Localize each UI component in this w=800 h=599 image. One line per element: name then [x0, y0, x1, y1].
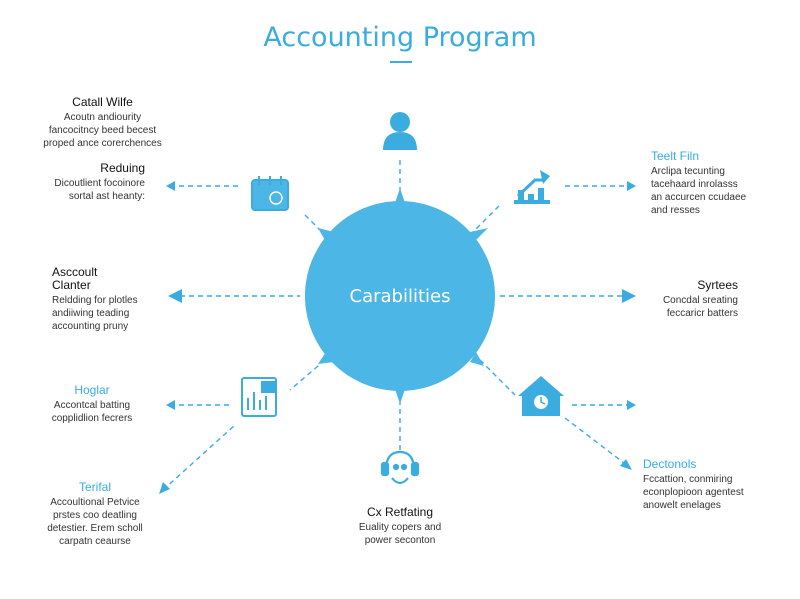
node-top-left [30, 96, 175, 150]
calendar-icon [252, 176, 288, 210]
connector-bottom-left [290, 360, 325, 390]
node-text: Acoutn andiourity [63, 112, 142, 123]
node-title: Terifal [78, 480, 111, 494]
hub-label: Carabilities [349, 286, 451, 307]
node-title: Cx Retfating [366, 505, 434, 519]
node-text: copplidlion fecrers [51, 413, 133, 424]
node-text: Reldding for plotles [52, 295, 138, 306]
node-text: fancocitncy beed becest [48, 125, 157, 136]
node-text: sortal ast heanty: [68, 191, 145, 202]
node-text: and resses [651, 205, 700, 216]
arrowhead-bottom-left [159, 482, 170, 494]
arrowhead-left-upper [166, 181, 175, 191]
node-text: an accurcen ccudaee [651, 192, 747, 203]
connector-bottom-left-diag [163, 425, 235, 490]
diagram-title: Accounting Program [263, 22, 537, 53]
headset-icon [382, 452, 418, 483]
node-text: Accontcal batting [53, 400, 131, 411]
node-title: Reduing [100, 161, 145, 175]
node-bottom [330, 506, 470, 547]
node-title [52, 266, 172, 292]
person-icon [383, 112, 417, 150]
node-text: Arclipa tecunting [651, 166, 725, 177]
node-right-lower [643, 458, 793, 512]
node-text: econplopioon agentest [643, 487, 744, 498]
node-text: Dicoutlient focoinore [54, 178, 145, 189]
node-text: Fccattion, conmiring [643, 474, 733, 485]
connector-bottom-right-diag [565, 418, 628, 466]
node-text: detestier. Erem scholl [47, 523, 143, 534]
node-title: Hoglar [74, 383, 110, 397]
node-text: Concdal sreating [662, 295, 738, 306]
node-text: andiiwing teading [52, 308, 130, 319]
arrowhead-right-upper [627, 181, 636, 191]
arrowhead-left-lower [166, 400, 175, 410]
document-chart-icon [242, 378, 276, 416]
connector-bottom-right [480, 360, 515, 395]
node-text: Euality copers and [358, 522, 442, 533]
node-title: Dectonols [643, 457, 697, 471]
node-right-upper [651, 150, 791, 217]
node-text: proped ance corerchences [43, 138, 162, 149]
node-text: prstes coo deatling [53, 510, 137, 521]
growth-chart-icon [514, 170, 550, 204]
node-text: anowelt enelages [643, 500, 721, 511]
node-text: carpatn ceaurse [59, 536, 131, 547]
house-clock-icon [518, 376, 564, 416]
node-text: Accoultional Petvice [50, 497, 140, 508]
arrowhead-right-lower [627, 400, 636, 410]
node-left-upper [10, 162, 145, 203]
node-left-lower [32, 384, 152, 425]
node-text: power seconton [364, 535, 436, 546]
node-title: Syrtees [697, 278, 738, 292]
node-title: Teelt Filn [651, 149, 700, 163]
node-bottom-left [30, 481, 160, 548]
node-right-mid [640, 279, 738, 320]
node-text: accounting pruny [52, 321, 129, 332]
node-title: Catall Wilfe [72, 95, 133, 109]
node-text: tacehaard inrolasss [651, 179, 738, 190]
node-title-line: Asccoult [52, 265, 98, 279]
node-left-mid [52, 266, 172, 333]
node-text: feccaricr batters [666, 308, 738, 319]
node-title-line: Clanter [52, 278, 91, 292]
arrowhead-bottom-right [620, 459, 632, 470]
arrowhead-right [622, 289, 636, 303]
